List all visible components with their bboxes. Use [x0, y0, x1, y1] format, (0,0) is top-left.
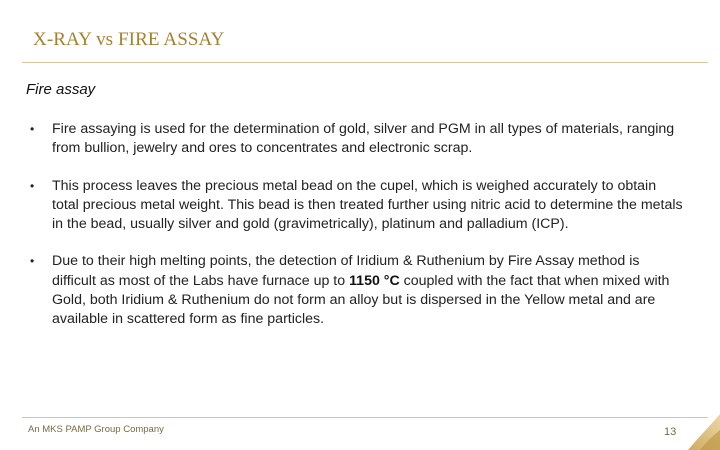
bullet-dot-icon: • [30, 122, 35, 136]
bullet-item [26, 120, 686, 159]
slide-title: X-RAY vs FIRE ASSAY [33, 29, 225, 50]
title-divider [22, 62, 708, 63]
bullet-dot-icon: • [30, 178, 35, 193]
bullet-text-part: coupled with the fact that when mixed with Gold, both Iridium & Ruthenium do not form an alloy but is dispersed in the Yellow metal and are available in scattered form as fine particles. [52, 272, 670, 328]
page-number: 13 [664, 426, 677, 438]
bullet-list [26, 120, 686, 348]
bullet-text: Fire assaying is used for the determination of gold, silver and PGM in all types of materials, ranging from bullion, jewelry and ores to concentrates and electronic scrap. [52, 121, 675, 157]
footer-company-text: An MKS PAMP Group Company [28, 424, 164, 435]
bullet-dot-icon: • [30, 254, 35, 269]
bullet-text-part: Due to their high melting points, the detection of Iridium & Ruthenium by Fire Assay method is difficult as most of the Labs have furnace up to [52, 253, 640, 289]
bullet-text [52, 253, 669, 327]
corner-swoosh-icon [660, 390, 720, 450]
temperature-value: 1150 °C [349, 272, 400, 289]
bullet-item [26, 252, 686, 329]
bullet-text: This process leaves the precious metal bead on the cupel, which is weighed accurately to obtain total precious metal weight. This bead is then treated further using nitric acid to determine the metals in the bead, usually silver and gold (gravimetrically), platinum and palladium (ICP). [52, 177, 683, 233]
footer-divider [22, 417, 708, 418]
section-subtitle: Fire assay [26, 81, 96, 98]
bullet-item [26, 177, 686, 235]
